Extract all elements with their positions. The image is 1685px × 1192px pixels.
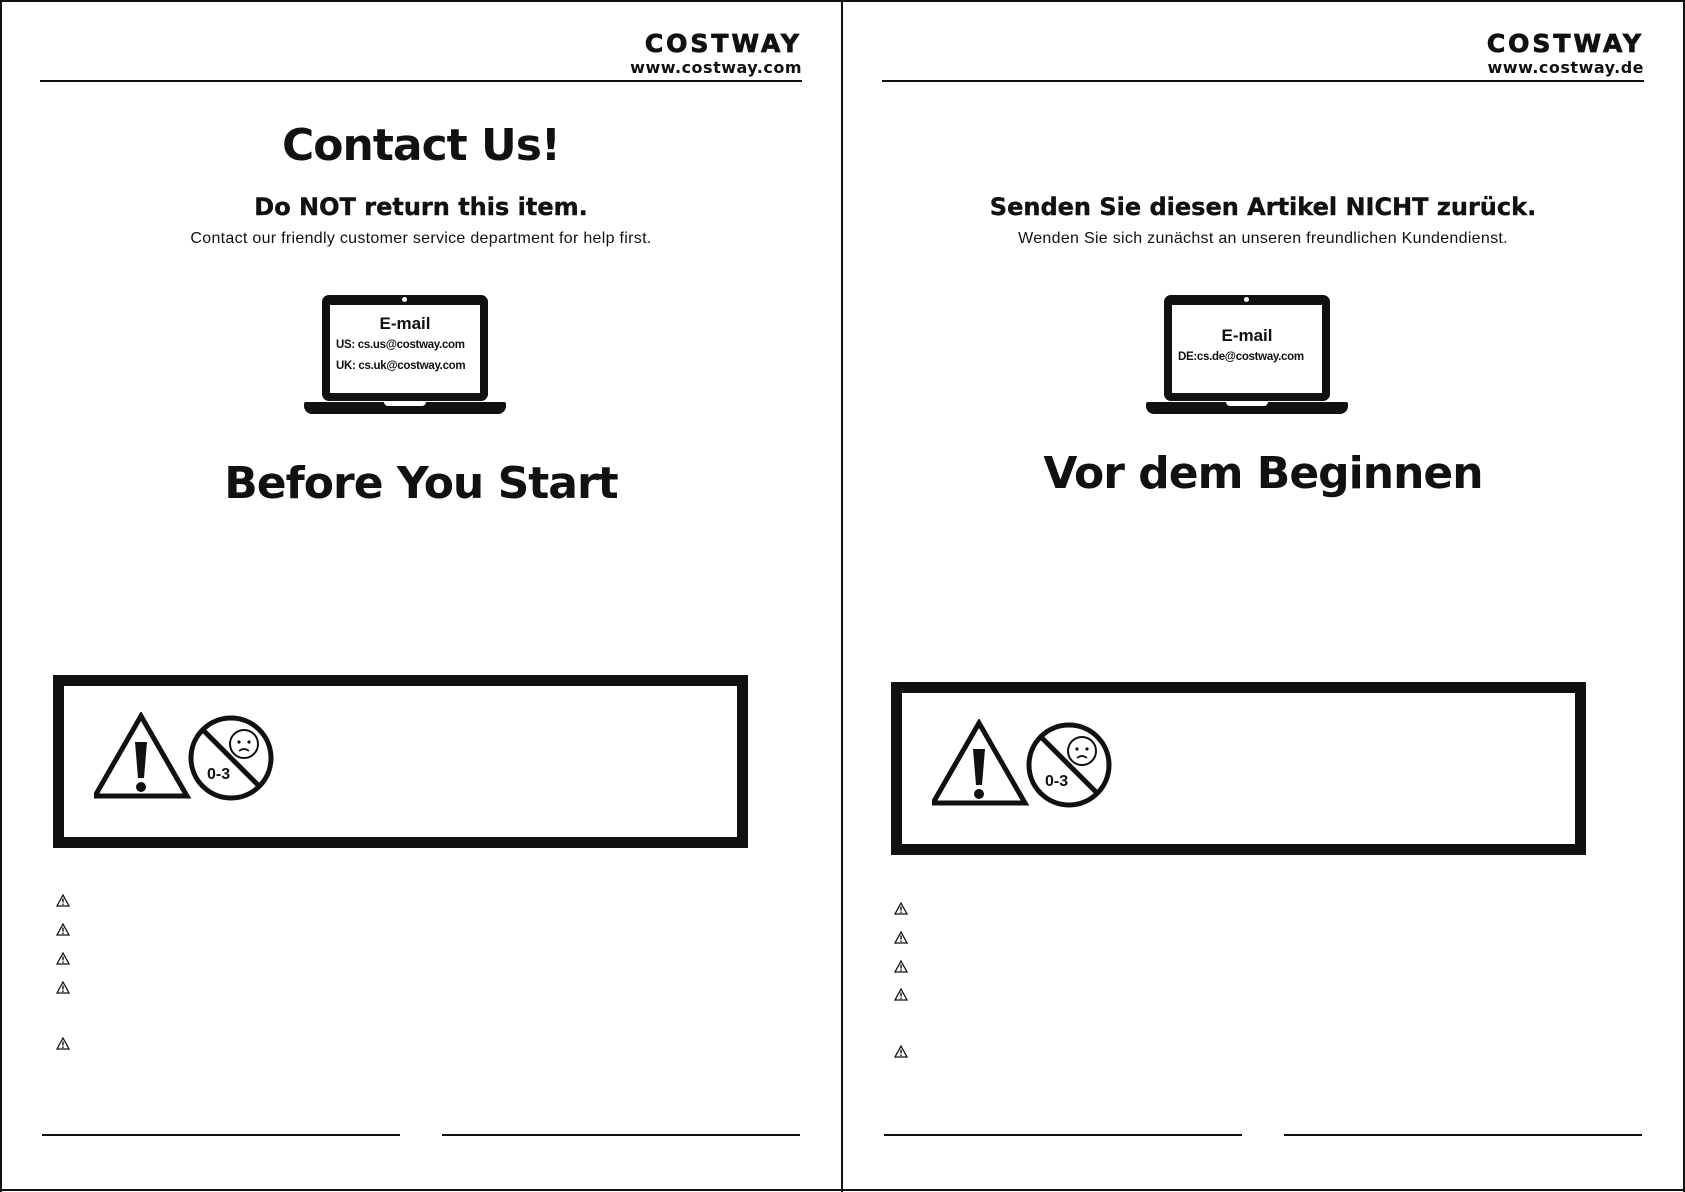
before-you-start-title: Vor dem Beginnen bbox=[1043, 448, 1483, 499]
email-title: E-mail bbox=[379, 314, 431, 333]
right-page bbox=[842, 0, 1684, 1192]
no-return-notice: Senden Sie diesen Artikel NICHT zurück. bbox=[989, 193, 1537, 221]
email-de[interactable]: DE:cs.de@costway.com bbox=[1178, 351, 1304, 363]
brand-block bbox=[1487, 30, 1644, 78]
no-children-0-3-icon bbox=[1029, 725, 1109, 805]
warning-graphic bbox=[94, 712, 274, 804]
small-warning-icon bbox=[894, 902, 908, 915]
bottom-rule-right bbox=[1284, 1134, 1642, 1136]
small-warning-icon bbox=[56, 981, 70, 994]
small-warning-icon bbox=[894, 1045, 908, 1058]
laptop-screen bbox=[330, 305, 480, 393]
small-warning-icon bbox=[56, 1037, 70, 1050]
brand-logo: COSTWAY bbox=[1486, 29, 1644, 58]
contact-title: Contact Us! bbox=[282, 120, 560, 171]
small-warning-icon bbox=[894, 988, 908, 1001]
email-uk[interactable]: UK: cs.uk@costway.com bbox=[336, 360, 466, 372]
contact-subtitle: Contact our friendly customer service department for help first. bbox=[190, 230, 652, 247]
contact-subtitle: Wenden Sie sich zunächst an unseren freundlichen Kundendienst. bbox=[1018, 230, 1508, 247]
laptop-lid bbox=[1164, 295, 1330, 401]
brand-logo: COSTWAY bbox=[644, 29, 802, 58]
warning-box bbox=[891, 682, 1586, 855]
header-rule bbox=[882, 80, 1644, 82]
laptop-lid bbox=[322, 295, 488, 401]
warning-triangle-icon bbox=[95, 716, 187, 796]
small-warning-icon bbox=[894, 931, 908, 944]
brand-block bbox=[630, 30, 802, 78]
warning-triangle-icon bbox=[933, 723, 1025, 803]
header-rule bbox=[40, 80, 802, 82]
laptop-email-graphic bbox=[304, 295, 506, 421]
before-you-start-title: Before You Start bbox=[224, 458, 618, 509]
small-warning-icon bbox=[56, 894, 70, 907]
warning-graphic bbox=[932, 719, 1112, 811]
laptop-notch bbox=[1226, 402, 1268, 406]
small-warning-icon bbox=[56, 952, 70, 965]
email-title: E-mail bbox=[1221, 326, 1273, 345]
warning-icons bbox=[932, 719, 1112, 816]
warning-icons bbox=[94, 712, 274, 809]
age-label: 0-3 bbox=[1045, 773, 1069, 790]
bottom-rule-right bbox=[442, 1134, 800, 1136]
no-return-notice: Do NOT return this item. bbox=[254, 193, 588, 221]
camera-dot bbox=[402, 297, 407, 302]
no-children-0-3-icon bbox=[191, 718, 271, 798]
camera-dot bbox=[1244, 297, 1249, 302]
brand-url: www.costway.de bbox=[1487, 58, 1644, 77]
small-warning-icon bbox=[894, 960, 908, 973]
small-warning-icon bbox=[56, 923, 70, 936]
laptop-email-graphic bbox=[1146, 295, 1348, 421]
left-page bbox=[0, 0, 842, 1192]
bottom-rule-left bbox=[42, 1134, 400, 1136]
bottom-rule-left bbox=[884, 1134, 1242, 1136]
warning-box bbox=[53, 675, 748, 848]
laptop-notch bbox=[384, 402, 426, 406]
laptop-screen bbox=[1172, 305, 1322, 393]
age-label: 0-3 bbox=[207, 766, 231, 783]
email-us[interactable]: US: cs.us@costway.com bbox=[336, 339, 465, 351]
brand-url: www.costway.com bbox=[630, 58, 802, 77]
